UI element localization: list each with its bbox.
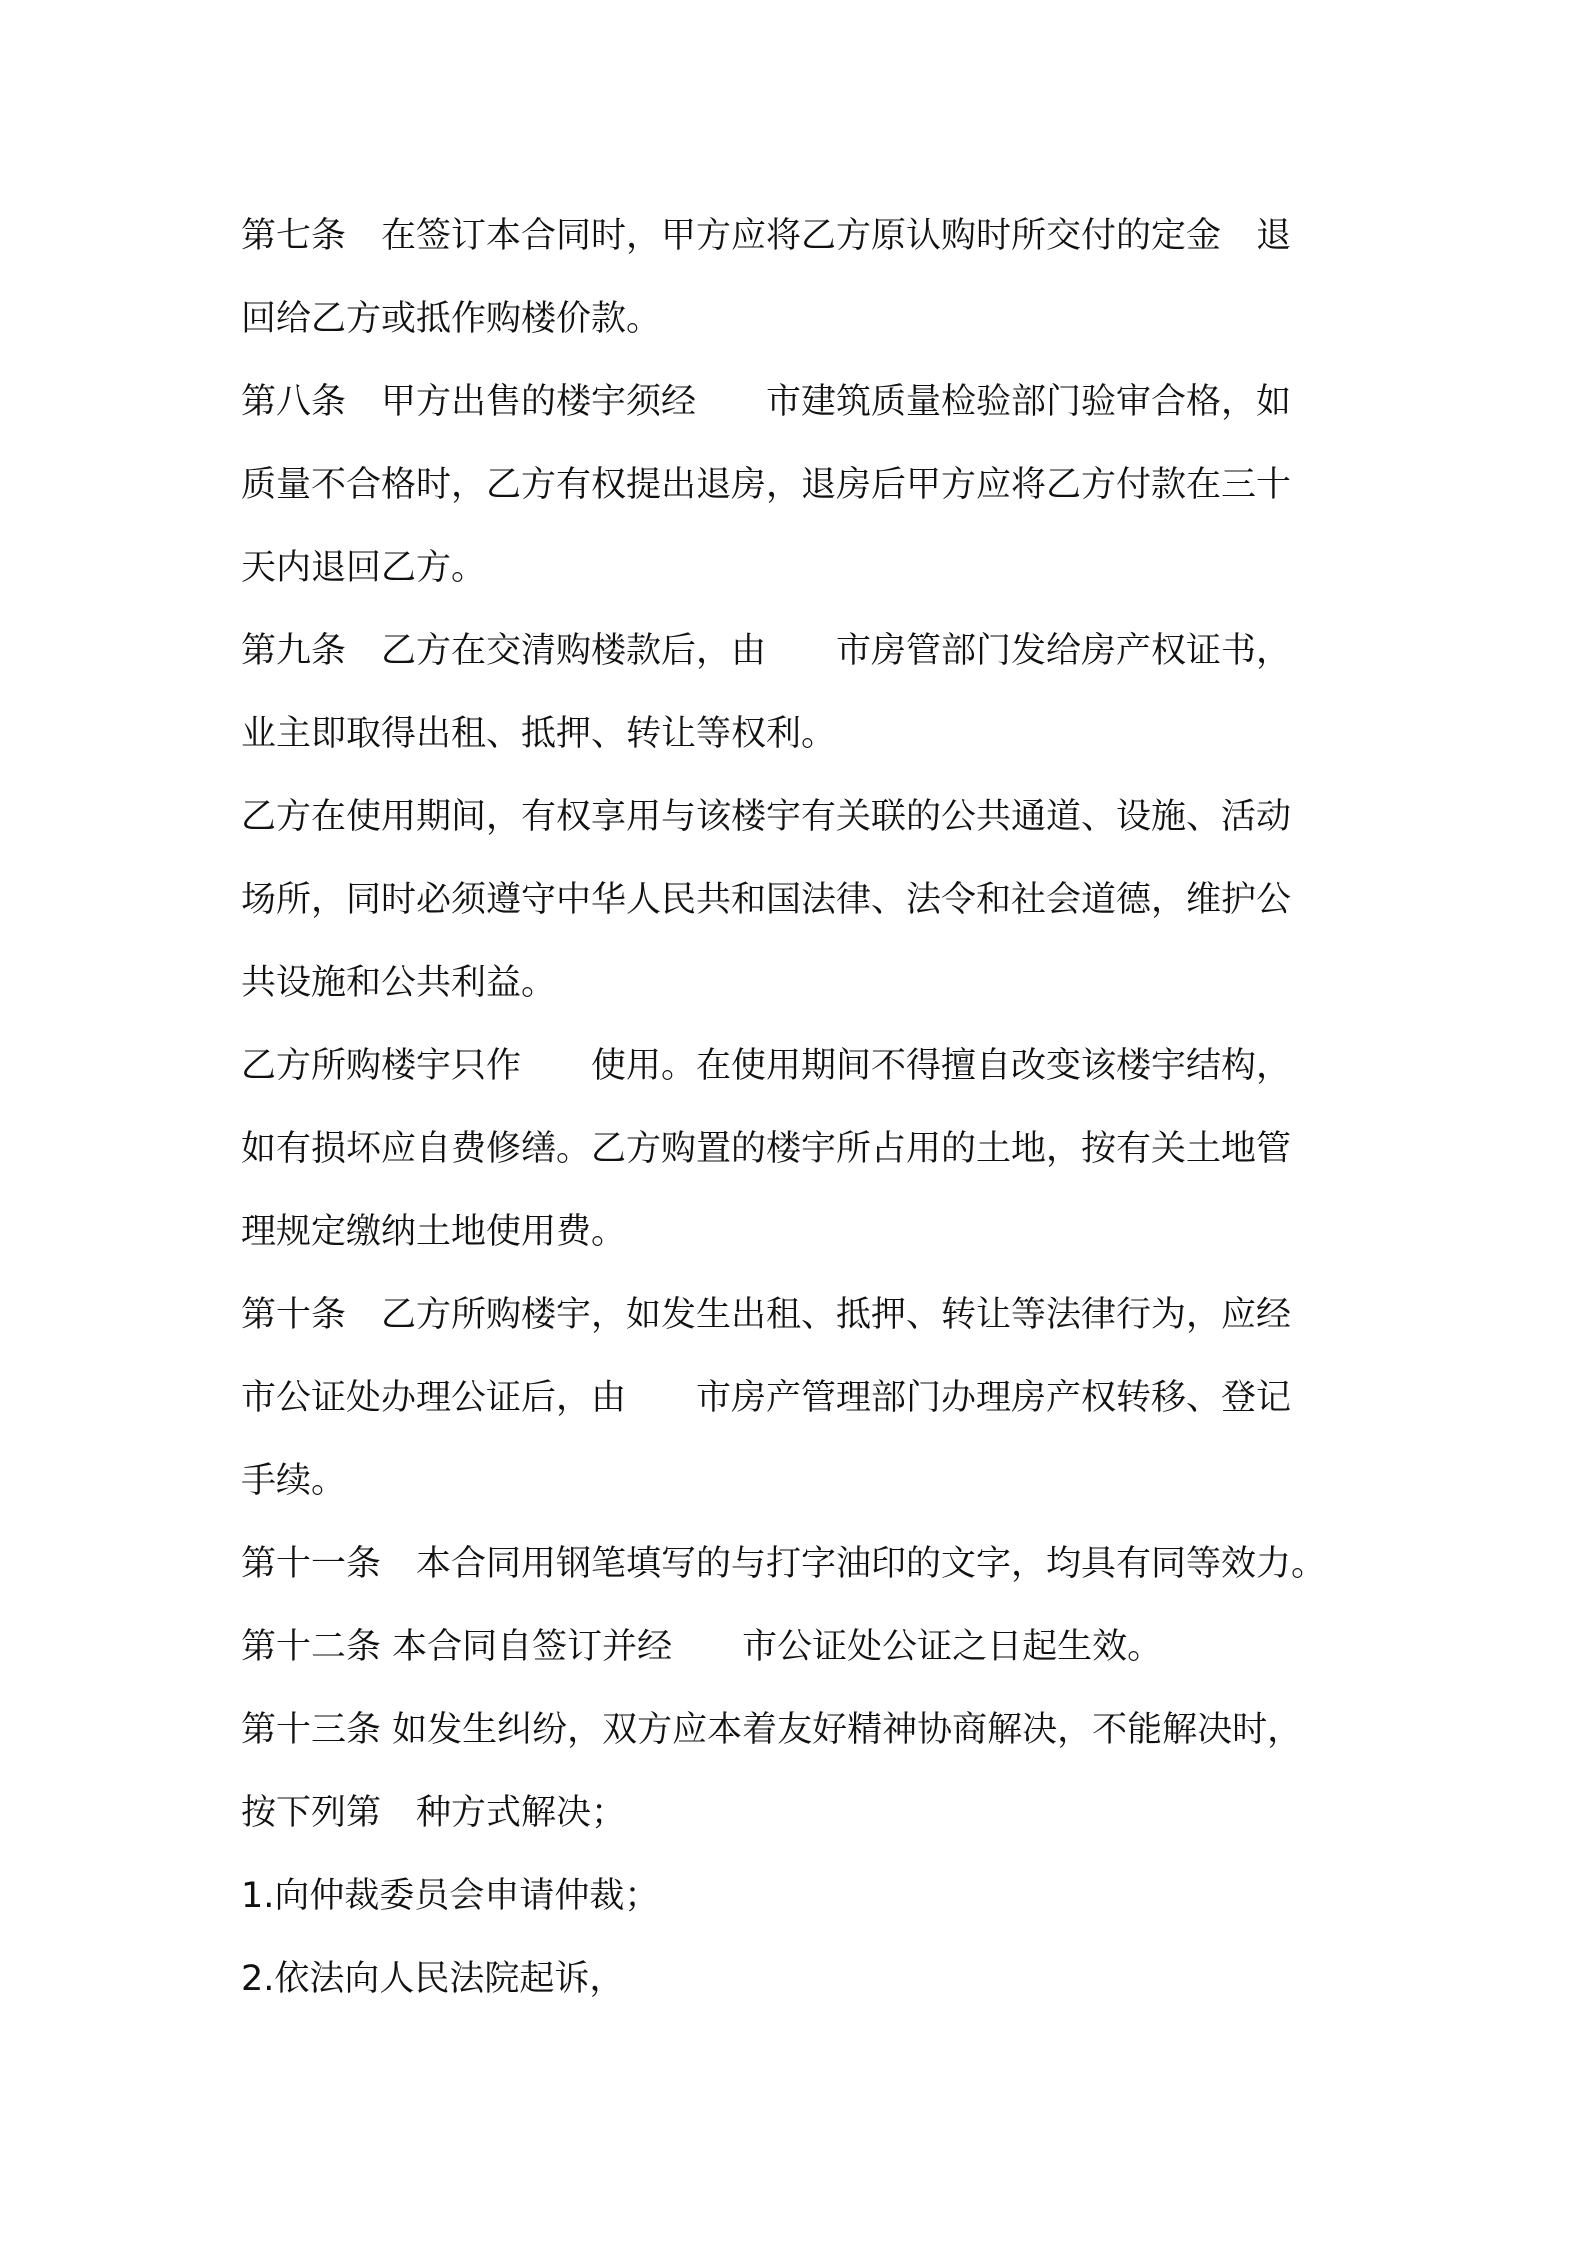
article-9-line-2: 业主即取得出租、抵押、转让等权利。 <box>241 714 837 754</box>
article-7-line-1: 第七条 在签订本合同时，甲方应将乙方原认购时所交付的定金 退 <box>241 216 1292 256</box>
usage-rights-line-1: 乙方在使用期间，有权享用与该楼宇有关联的公共通道、设施、活动 <box>241 797 1292 837</box>
article-12-line: 第十二条 本合同自签订并经 市公证处公证之日起生效。 <box>241 1627 1163 1667</box>
article-9-line-1: 第九条 乙方在交清购楼款后，由 市房管部门发给房产权证书， <box>241 631 1292 671</box>
usage-restriction-line-2: 如有损坏应自费修缮。乙方购置的楼宇所占用的土地，按有关土地管 <box>241 1129 1292 1169</box>
document-body <box>241 195 1381 2021</box>
article-7-line-2: 回给乙方或抵作购楼价款。 <box>241 299 662 339</box>
article-10-line-3: 手续。 <box>241 1461 347 1501</box>
dispute-option-2: 2.依法向人民法院起诉， <box>241 1959 625 1999</box>
usage-rights-line-3: 共设施和公共利益。 <box>241 963 557 1003</box>
dispute-option-1: 1.向仲裁委员会申请仲裁； <box>241 1876 660 1916</box>
article-8-line-2: 质量不合格时，乙方有权提出退房，退房后甲方应将乙方付款在三十 <box>241 465 1292 505</box>
article-8-line-1: 第八条 甲方出售的楼宇须经 市建筑质量检验部门验审合格，如 <box>241 382 1292 422</box>
article-8-line-3: 天内退回乙方。 <box>241 548 487 588</box>
article-13-line-1: 第十三条 如发生纠纷，双方应本着友好精神协商解决，不能解决时， <box>241 1710 1303 1750</box>
article-10-line-2: 市公证处办理公证后，由 市房产管理部门办理房产权转移、登记 <box>241 1378 1292 1418</box>
usage-rights-line-2: 场所，同时必须遵守中华人民共和国法律、法令和社会道德，维护公 <box>241 880 1292 920</box>
article-10-line-1: 第十条 乙方所购楼宇，如发生出租、抵押、转让等法律行为，应经 <box>241 1295 1292 1335</box>
usage-restriction-line-3: 理规定缴纳土地使用费。 <box>241 1212 627 1252</box>
article-13-line-2: 按下列第 种方式解决； <box>241 1793 627 1833</box>
usage-restriction-line-1: 乙方所购楼宇只作 使用。在使用期间不得擅自改变该楼宇结构， <box>241 1046 1292 1086</box>
article-11-line: 第十一条 本合同用钢笔填写的与打字油印的文字，均具有同等效力。 <box>241 1544 1327 1584</box>
